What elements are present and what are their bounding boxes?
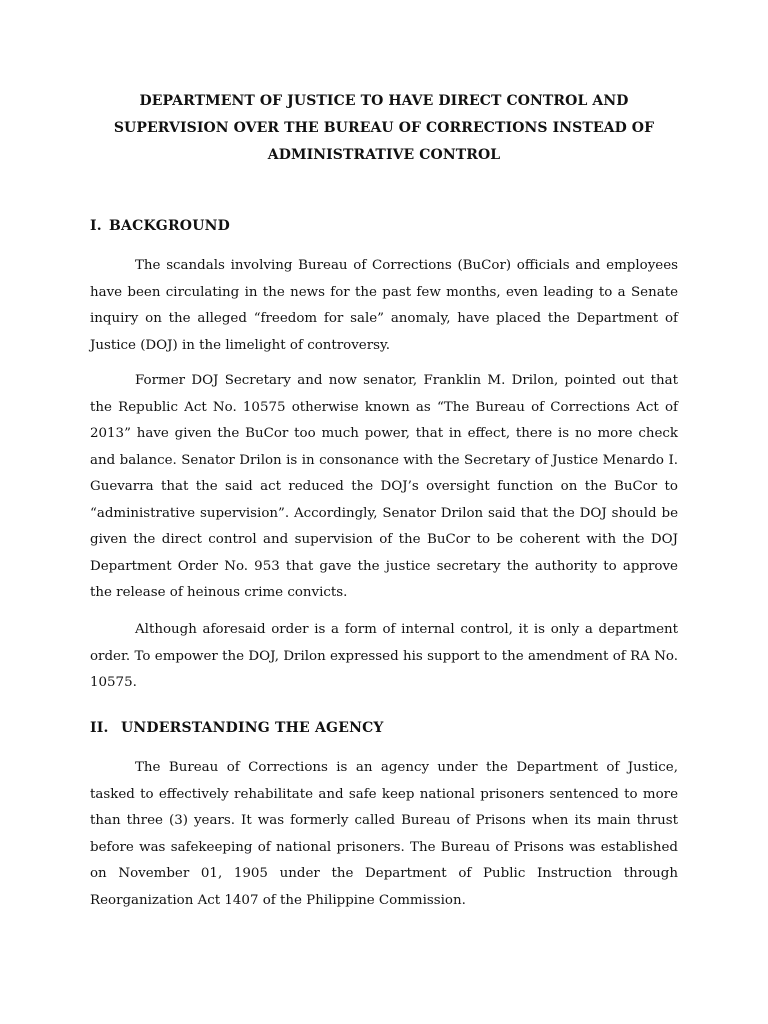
section-number: II.: [90, 720, 109, 736]
section-title: BACKGROUND: [109, 218, 230, 234]
section-number: I.: [90, 218, 102, 234]
section-title: UNDERSTANDING THE AGENCY: [121, 720, 384, 736]
section-heading-background: [90, 216, 230, 236]
paragraph: The Bureau of Corrections is an agency under the Department of Justice, tasked to effectively rehabilitate and safe keep national prisoners sentenced to more than three (3) years. It was formerly called Bureau of Prisons when its main thrust before was safekeeping of national prisoners. The Bureau of Prisons was established on November 01, 1905 under the Department of Public Instruction through Reorganization Act 1407 of the Philippine Commission.: [90, 760, 678, 908]
paragraph: The scandals involving Bureau of Corrections (BuCor) officials and employees have been circulating in the news for the past few months, even leading to a Senate inquiry on the alleged “freedom for sale” anomaly, have placed the Department of Justice (DOJ) in the limelight of controversy.: [90, 258, 678, 353]
paragraph: Former DOJ Secretary and now senator, Franklin M. Drilon, pointed out that the Republic Act No. 10575 otherwise known as “The Bureau of Corrections Act of 2013” have given the BuCor too much power, that in effect, there is no more check and balance. Senator Drilon is in consonance with the Secretary of Justice Menardo I. Guevarra that the said act reduced the DOJ’s oversight function on the BuCor to “administrative supervision”. Accordingly, Senator Drilon said that the DOJ should be given the direct control and supervision of the BuCor to be coherent with the DOJ Department Order No. 953 that gave the justice secretary the authority to approve the release of heinous crime convicts.: [90, 373, 678, 600]
document-title: DEPARTMENT OF JUSTICE TO HAVE DIRECT CONTROL AND SUPERVISION OVER THE BUREAU OF CORRECTIONS INSTEAD OF ADMINISTRATIVE CONTROL: [113, 93, 655, 163]
section-heading-understanding-the-agency: [90, 718, 384, 738]
paragraph: Although aforesaid order is a form of internal control, it is only a department order. To empower the DOJ, Drilon expressed his support to the amendment of RA No. 10575.: [90, 622, 678, 690]
